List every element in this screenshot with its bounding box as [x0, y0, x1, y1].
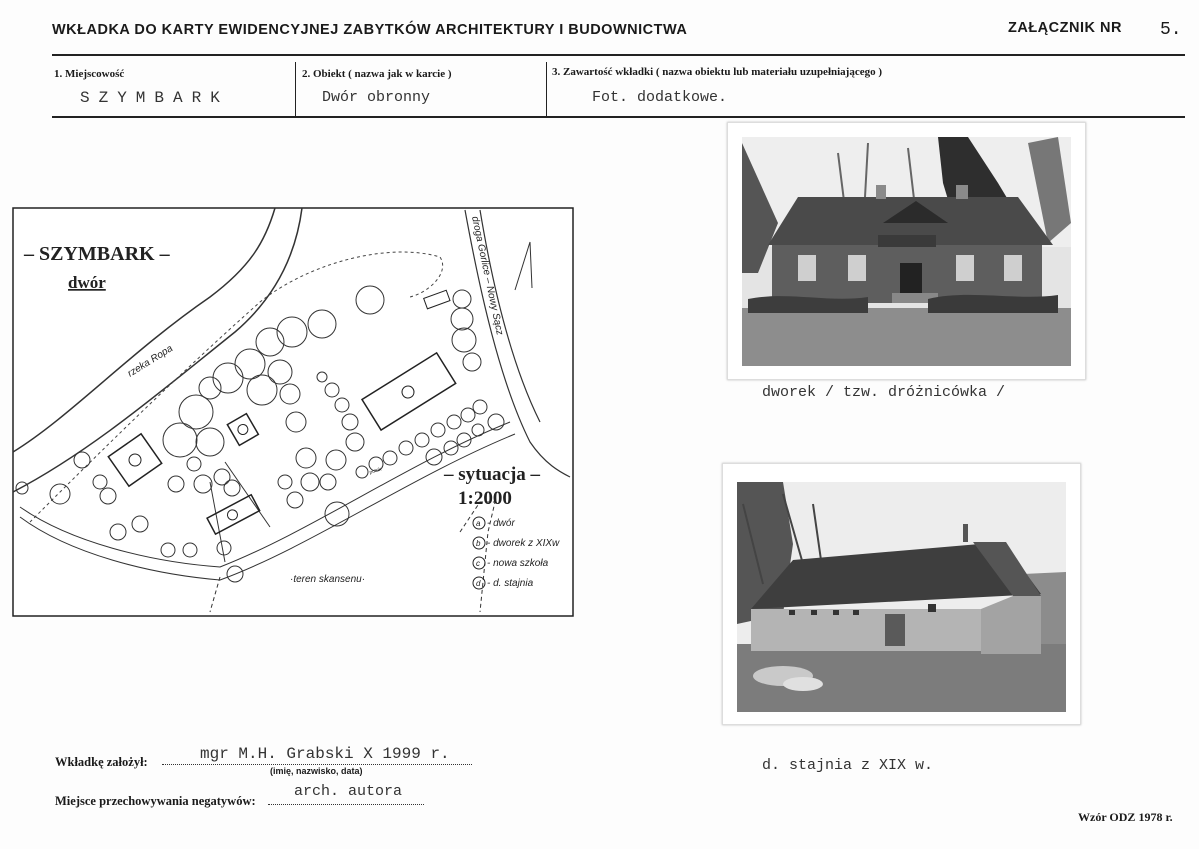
place-label: 1. Miejscowość [54, 68, 125, 80]
legend-text-b: - dworek z XIXw [487, 538, 560, 549]
photo-manor [728, 123, 1085, 379]
stream-label: potok [368, 466, 383, 476]
template-version: Wzór ODZ 1978 r. [1078, 810, 1173, 824]
legend-text-d: - d. stajnia [487, 578, 534, 589]
photo-manor-frame [727, 122, 1086, 380]
map-title: – SZYMBARK – [24, 243, 170, 265]
site-plan-map [10, 202, 578, 622]
founder-value: mgr M.H. Grabski X 1999 r. [200, 745, 450, 763]
object-label: 2. Obiekt ( nazwa jak w karcie ) [302, 68, 452, 80]
photo-stable [723, 464, 1080, 724]
founder-label: Wkładkę założył: [55, 755, 148, 769]
legend-key-a: a [476, 519, 481, 528]
attachment-number: 5. [1160, 20, 1182, 40]
place-value: SZYMBARK [80, 89, 229, 107]
field-divider-2 [546, 62, 547, 116]
object-value: Dwór obronny [322, 89, 431, 106]
legend-text-c: - nowa szkoła [487, 558, 549, 569]
area-label: ·teren skansenu· [290, 574, 366, 585]
content-label: 3. Zawartość wkładki ( nazwa obiektu lub materiału uzupełniającego ) [552, 66, 883, 78]
road-label: droga Gorlice – Nowy Sącz [469, 215, 506, 337]
attachment-label: ZAŁĄCZNIK NR [1008, 20, 1122, 36]
field-divider-1 [295, 62, 296, 116]
header-rule-top [52, 54, 1185, 56]
form-title: WKŁADKA DO KARTY EWIDENCYJNEJ ZABYTKÓW ARCHITEKTURY I BUDOWNICTWA [52, 22, 688, 38]
header-rule-bottom [52, 116, 1185, 118]
river-label: rzeka Ropa [125, 343, 175, 380]
scale-value: 1:2000 [458, 488, 512, 509]
photo-manor-caption: dworek / tzw. dróżnicówka / [762, 384, 1006, 401]
negatives-value: arch. autora [294, 783, 403, 800]
scale-label: – sytuacja – [444, 464, 541, 485]
legend-key-c: c [476, 559, 480, 568]
negatives-label: Miejsce przechowywania negatywów: [55, 794, 256, 808]
photo-stable-caption: d. stajnia z XIX w. [762, 757, 934, 774]
photo-stable-frame [722, 463, 1081, 725]
content-value: Fot. dodatkowe. [592, 89, 728, 106]
map-subtitle: dwór [68, 273, 106, 292]
legend-key-b: b [476, 539, 481, 548]
legend-text-a: - dwór [487, 518, 515, 529]
legend-key-d: d [476, 579, 481, 588]
founder-hint: (imię, nazwisko, data) [270, 766, 363, 776]
